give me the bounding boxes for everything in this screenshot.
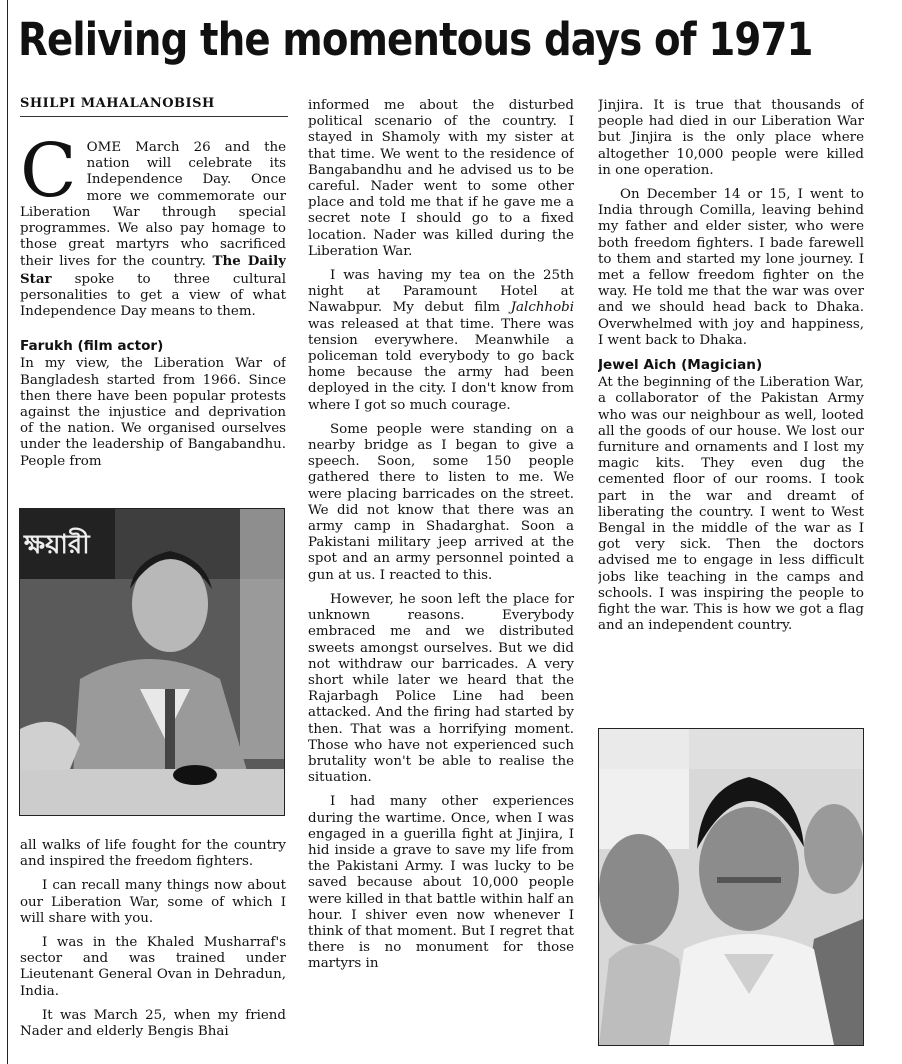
drop-cap: C: [20, 136, 77, 214]
farukh-paragraph-3: I was in the Khaled Musharraf's sector and was trained under Lieutenant General Ovan in Dehradun, India.: [20, 935, 286, 999]
col3-paragraph-1: On December 14 or 15, I went to India through Comilla, leaving behind my father and elder sister, who were both freedom fighters. I bade farewell to them and started my lone journey. I met a fellow freedom fighter on the way. He told me that the war was over and we should head back to Dhaka. Overwhelmed with joy and happiness, I went back to Dhaka.: [598, 187, 864, 348]
byline: SHILPI MAHALANOBISH: [20, 96, 288, 117]
column-2: [308, 98, 574, 1060]
intro-text: OME March 26 and the nation will celebrate its Independence Day. Once more we commemorate our Liberation War through special programmes. We also pay homage to those great martyrs who sacrificed their lives for the country.: [20, 140, 286, 270]
farukh-paragraph-2: I can recall many things now about our Liberation War, some of which I will share with you.: [20, 878, 286, 926]
col2-paragraph-1: [308, 268, 574, 414]
col2-paragraph-1-start: I was having my tea on the 25th night at Paramount Hotel at Nawabpur. My debut film: [308, 268, 574, 316]
column-3: [598, 98, 864, 716]
col2-paragraph-3: However, he soon left the place for unknown reasons. Everybody embraced me and we distributed sweets amongst ourselves. But we did not withdraw our barricades. A very short while later we heard that the Rajarbagh Police Line had been attacked. And the firing had started by then. That was a horrifying moment. Those who have not experienced such brutality won't be able to realise the situation.: [308, 591, 574, 786]
jewel-heading: Jewel Aich (Magician): [598, 357, 763, 374]
left-column-rule: [7, 0, 8, 1064]
col2-paragraph-2: Some people were standing on a nearby bridge as I began to give a speech. Soon, some 150 people gathered there to listen to me. We were placing barricades on the street. We did not know that there was an army camp in Shadarghat. Soon a Pakistani military jeep arrived at the spot and an army personnel pointed a gun at us. I reacted to this.: [308, 421, 574, 583]
col2-paragraph-1-end: was released at that time. There was tension everywhere. Meanwhile a policeman told everybody to go back home because the army had been deployed in the city. I don't know from where I got so much courage.: [308, 316, 574, 413]
intro-paragraph: [20, 136, 286, 320]
farukh-paragraph-4: It was March 25, when my friend Nader and elderly Bengis Bhai: [20, 1007, 286, 1040]
photo-farukh: [19, 508, 285, 816]
farukh-paragraph-1-continued: all walks of life fought for the country and inspired the freedom fighters.: [20, 838, 286, 870]
farukh-heading: Farukh (film actor): [20, 338, 164, 355]
intro-publication-name: The Daily Star: [20, 253, 286, 287]
farukh-paragraph-1: In my view, the Liberation War of Bangladesh started from 1966. Since then there have been popular protests against the injustice and deprivation of the nation. We organised ourselves under the leadership of Bangabandhu. People from: [20, 356, 286, 469]
photo-jewel-aich: [598, 728, 864, 1046]
photo-banner-text: ক্ষয়ারী: [24, 530, 90, 560]
column-1-top: [20, 136, 286, 498]
col2-paragraph-0: informed me about the disturbed political scenario of the country. I stayed in Shamoly with my sister at that time. We went to the residence of Bangabandhu and he advised us to be careful. Nader went to some other place and told me that if he gave me a secret note I should go to a fixed location. Nader was killed during the Liberation War.: [308, 98, 574, 259]
jewel-paragraph-1: At the beginning of the Liberation War, a collaborator of the Pakistan Army who was our neighbour as well, looted all the goods of our house. We lost our furniture and ornaments and I lost my magic kits. They even dug the cemented floor of our rooms. I took part in the war and dreamt of liberating the country. I went to West Bengal in the middle of the war as I got very sick. Then the doctors advised me to engage in less difficult jobs like teaching in the camps and schools. I was inspiring the people to fight the war. This is how we got a flag and an independent country.: [598, 375, 864, 634]
column-1-bottom: [20, 838, 286, 1060]
col3-paragraph-0: Jinjira. It is true that thousands of people had died in our Liberation War but Jinjira is the only place where altogether 10,000 people were killed in one operation.: [598, 98, 864, 178]
film-title: Jalchhobi: [510, 300, 574, 316]
headline: Reliving the momentous days of 1971: [18, 13, 813, 66]
intro-text-end: spoke to three cultural personalities to get a view of what Independence Day means to them.: [20, 271, 286, 320]
col2-paragraph-4: I had many other experiences during the wartime. Once, when I was engaged in a guerilla fight at Jinjira, I hid inside a grave to save my life from the Pakistani Army. I was lucky to be saved because about 10,000 people were killed in that battle within half an hour. I shiver even now whenever I think of that moment. But I regret that there is no monument for those martyrs in: [308, 794, 574, 972]
photo-farukh-image: [20, 509, 284, 815]
photo-jewel-aich-image: [599, 729, 863, 1045]
